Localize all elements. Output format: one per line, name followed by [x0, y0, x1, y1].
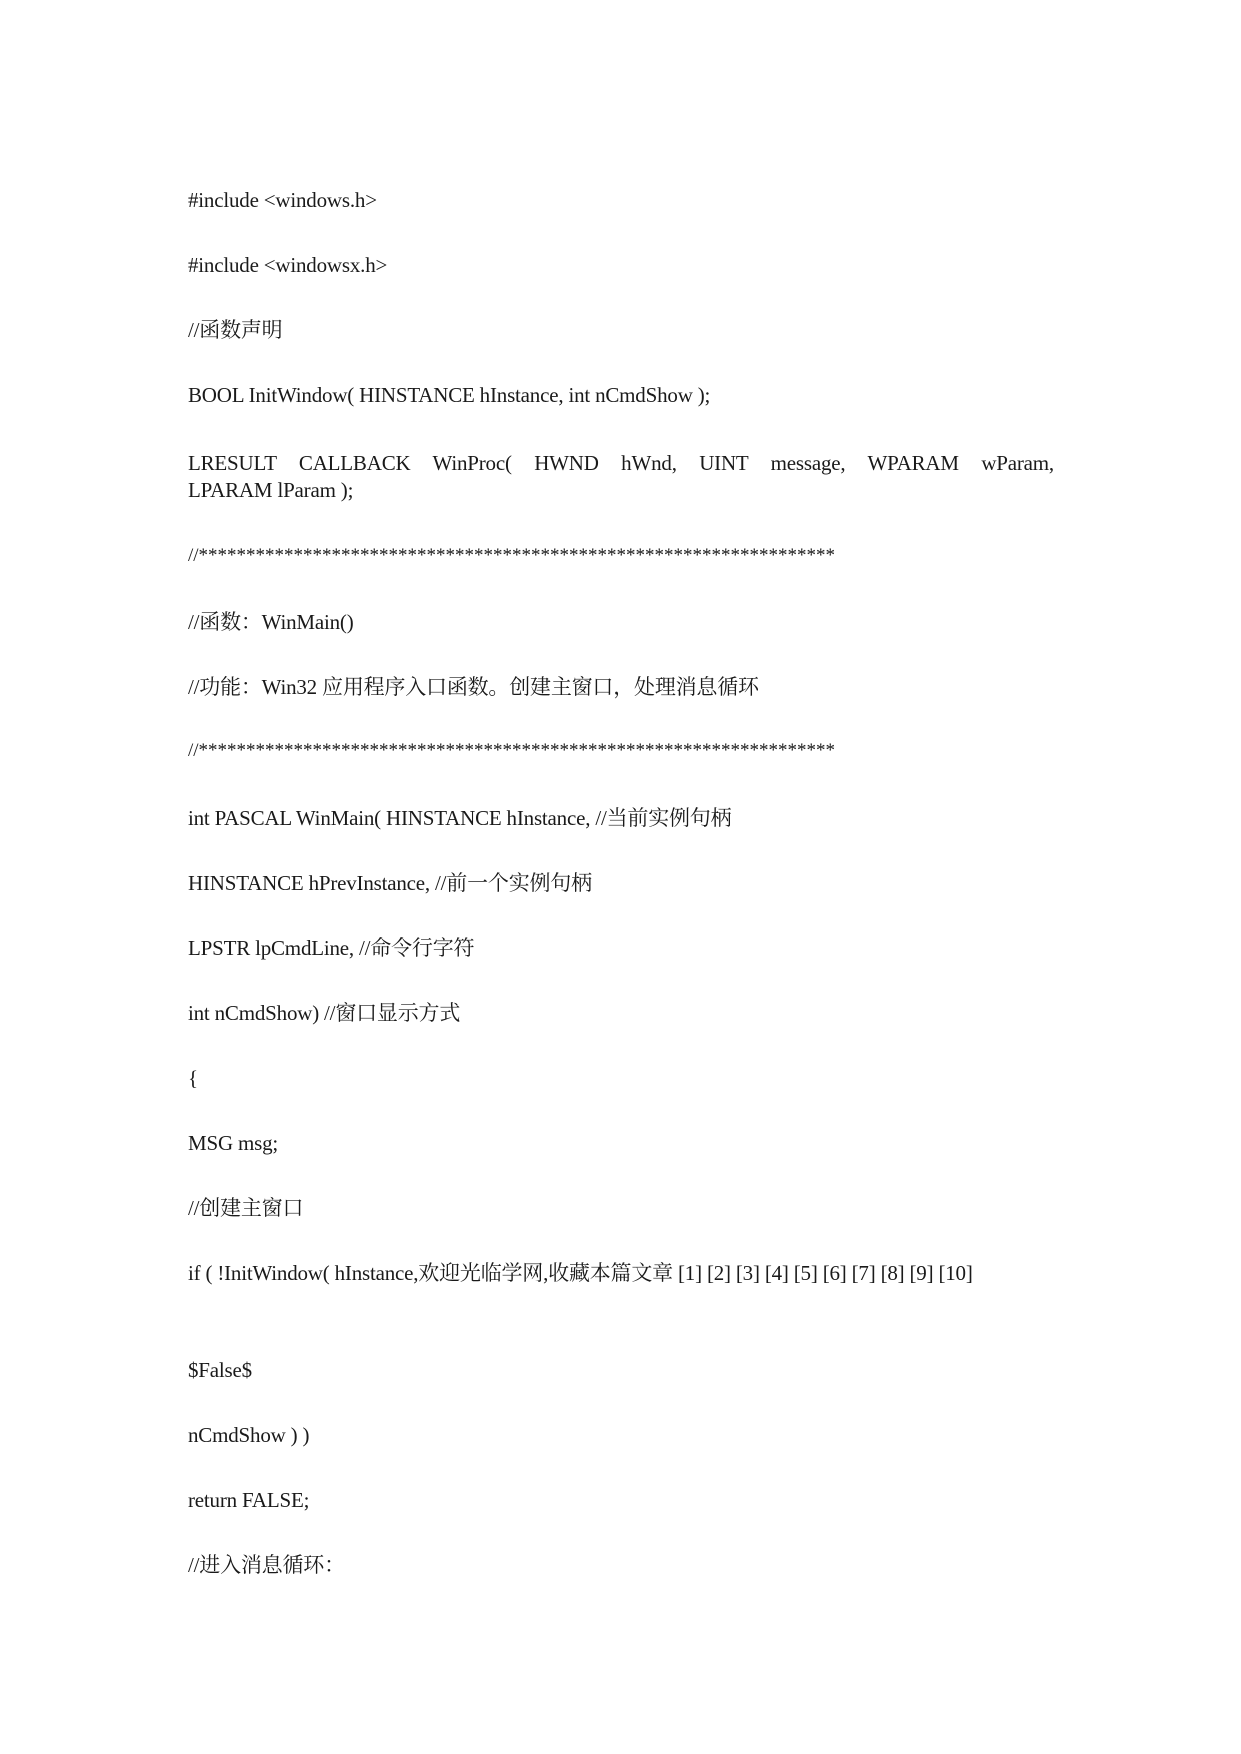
code-line-param-prev-instance: HINSTANCE hPrevInstance, //前一个实例句柄	[188, 871, 592, 895]
comment-separator: //*******************************************************************	[188, 545, 836, 566]
comment-function-name: //函数：WinMain()	[188, 610, 354, 634]
code-line-include-windowsx: #include <windowsx.h>	[188, 253, 388, 277]
code-line-false-placeholder: $False$	[188, 1358, 252, 1382]
comment-enter-message-loop: //进入消息循环：	[188, 1553, 345, 1577]
code-line-winproc-prototype: LRESULT CALLBACK WinProc( HWND hWnd, UINT message, WPARAM wParam,	[188, 451, 1054, 475]
comment-function-purpose: //功能：Win32 应用程序入口函数。创建主窗口，处理消息循环	[188, 675, 759, 699]
comment-function-declaration: //函数声明	[188, 318, 283, 342]
code-line-initwindow-call: if ( !InitWindow( hInstance,欢迎光临学网,收藏本篇文章 [1] [2] [3] [4] [5] [6] [7] [8] [9] [10]	[188, 1261, 973, 1285]
comment-create-main-window: //创建主窗口	[188, 1196, 304, 1220]
code-line-winproc-prototype-cont: LPARAM lParam );	[188, 478, 354, 502]
code-line-param-cmdshow: int nCmdShow) //窗口显示方式	[188, 1001, 461, 1025]
code-line-msg-declaration: MSG msg;	[188, 1131, 279, 1155]
code-line-param-cmdline: LPSTR lpCmdLine, //命令行字符	[188, 936, 475, 960]
code-line-open-brace: {	[188, 1066, 198, 1090]
comment-separator: //*******************************************************************	[188, 740, 836, 761]
code-line-return-false: return FALSE;	[188, 1488, 310, 1512]
code-line-initwindow-prototype: BOOL InitWindow( HINSTANCE hInstance, int nCmdShow );	[188, 383, 711, 407]
code-line-cmdshow-close: nCmdShow ) )	[188, 1423, 310, 1447]
code-line-winmain-signature: int PASCAL WinMain( HINSTANCE hInstance, //当前实例句柄	[188, 806, 732, 830]
code-line-include-windows: #include <windows.h>	[188, 188, 377, 212]
